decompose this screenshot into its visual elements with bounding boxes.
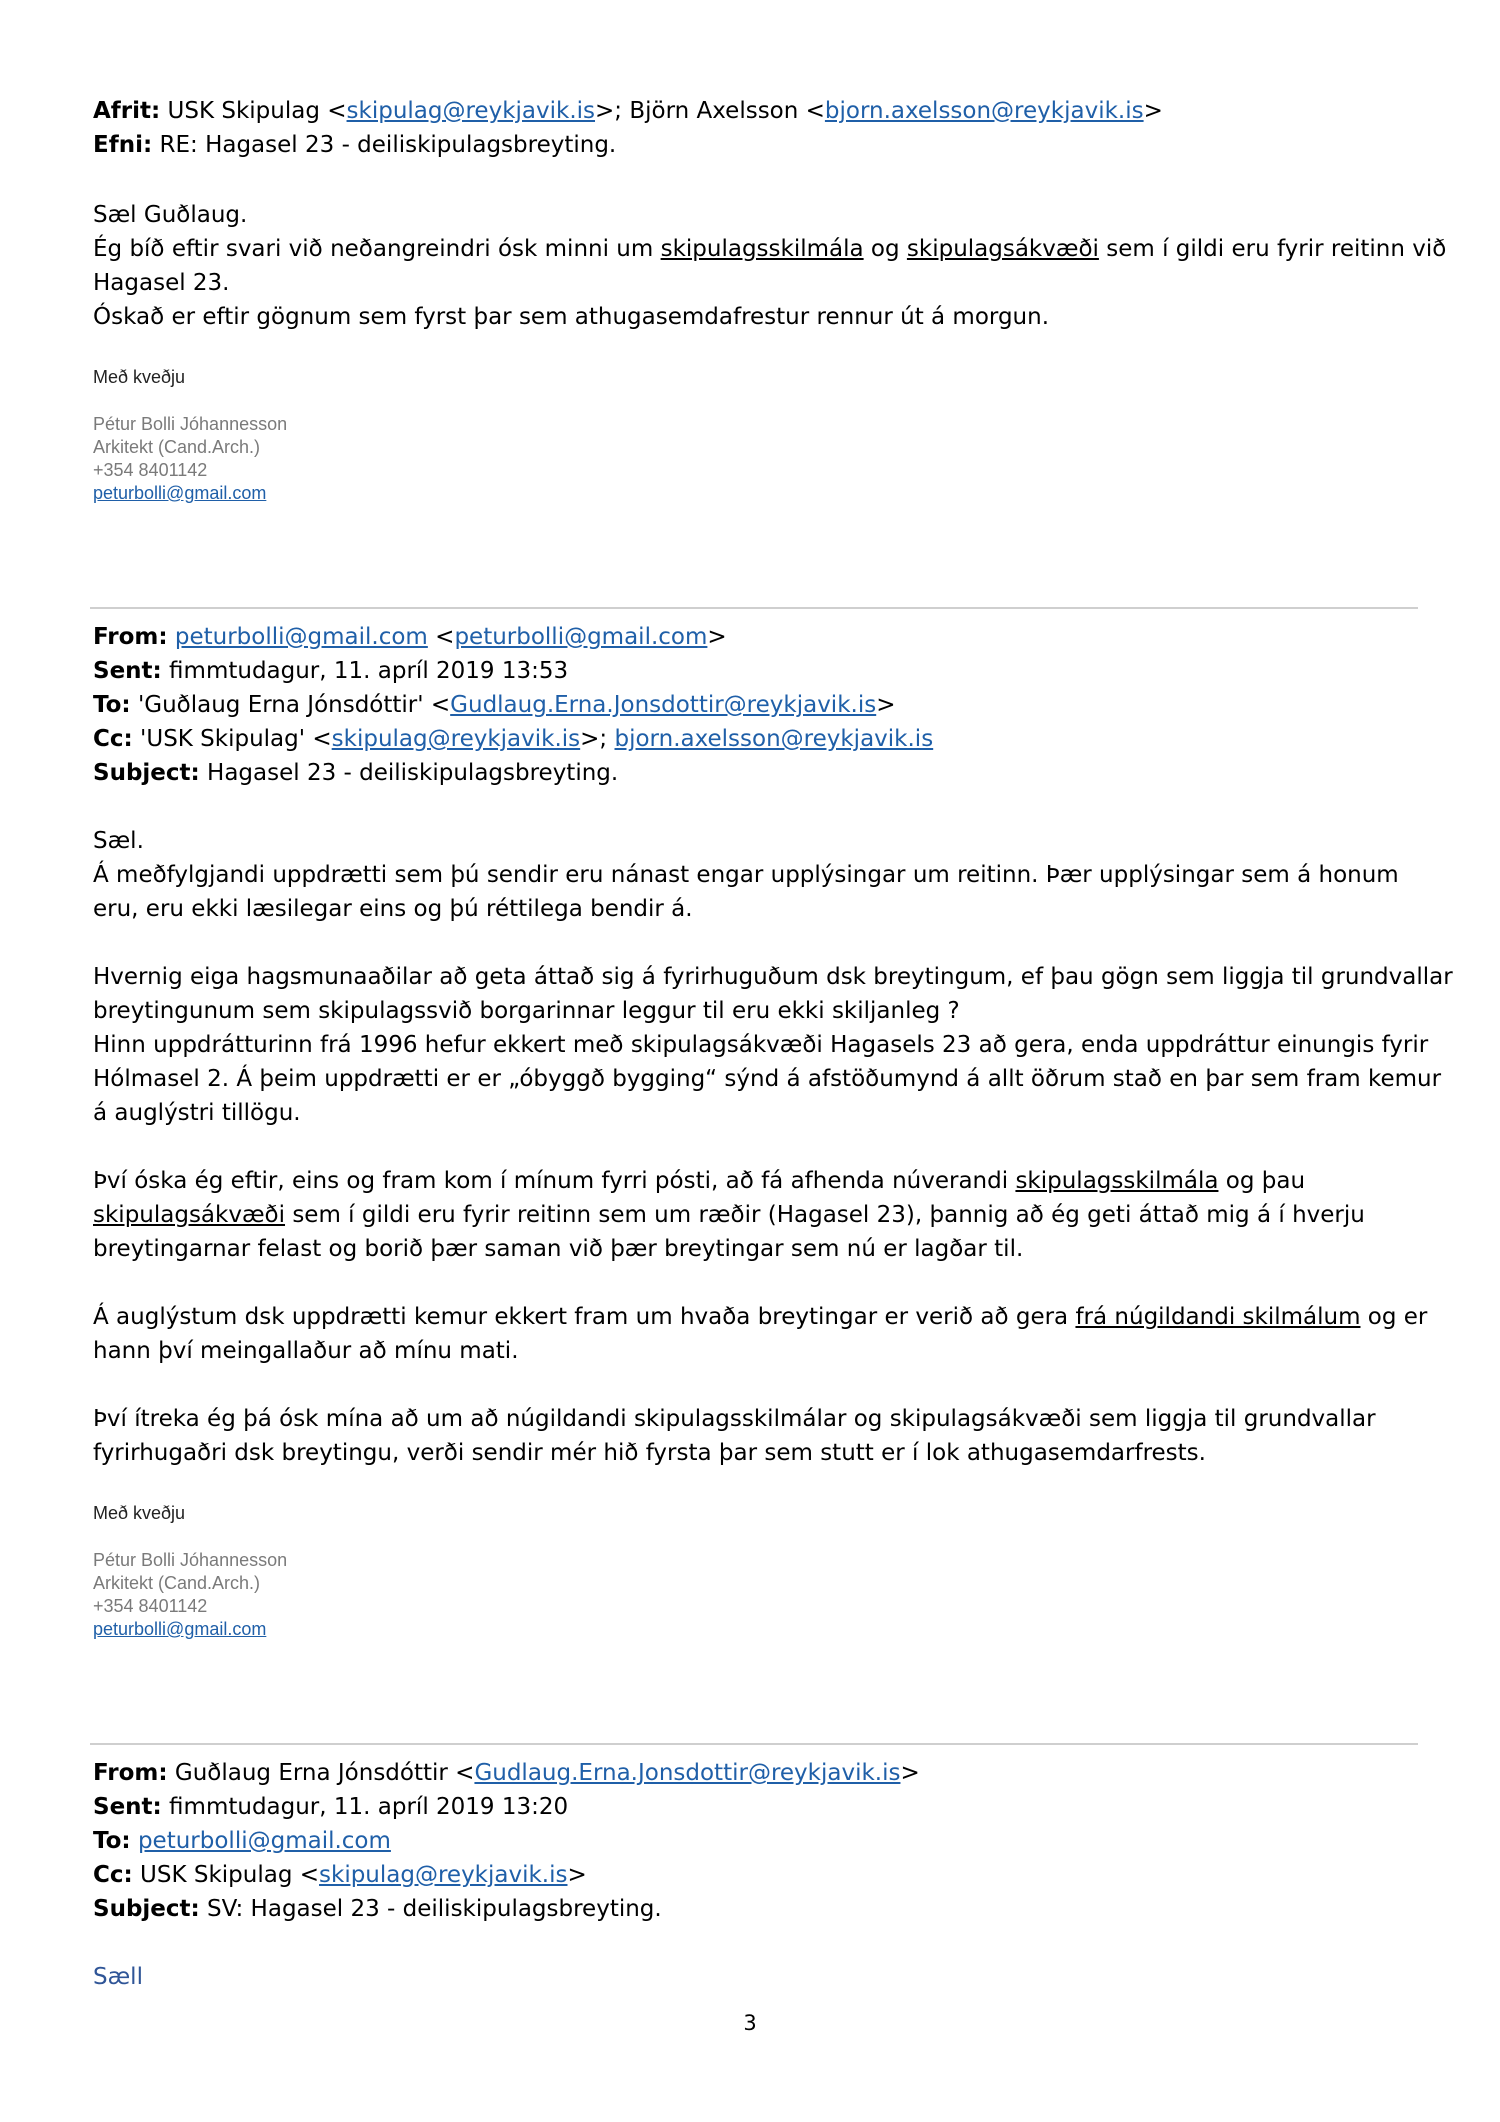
email2-p1-line-1: Á meðfylgjandi uppdrætti sem þú sendir eru nánast engar upplýsingar um reitinn. Þær upplýsingar sem á honum <box>93 862 1399 888</box>
email2-cc-label: Cc: <box>93 726 133 752</box>
email1-body-line-1 <box>93 232 1446 266</box>
signature1-closing: Með kveðju <box>93 367 186 387</box>
signature1-phone: +354 8401142 <box>93 460 208 480</box>
email2-from-end: > <box>707 624 727 650</box>
email1-l1-text-b: og <box>863 236 907 262</box>
email2-from-email2-link[interactable]: peturbolli@gmail.com <box>454 624 708 650</box>
email2-subject-label: Subject: <box>93 760 200 786</box>
email3-subject-value: SV: Hagasel 23 - deiliskipulagsbreyting. <box>207 1896 662 1922</box>
email2-subject-line <box>93 756 618 790</box>
email2-p4-l1-underline: frá núgildandi skilmálum <box>1075 1304 1361 1330</box>
signature2-name: Pétur Bolli Jóhannesson <box>93 1550 288 1570</box>
email3-greeting: Sæll <box>93 1964 143 1990</box>
email1-body-line-3: Óskað er eftir gögnum sem fyrst þar sem athugasemdafrestur rennur út á morgun. <box>93 304 1050 330</box>
signature2-closing: Með kveðju <box>93 1503 186 1523</box>
email3-sent-label: Sent: <box>93 1794 162 1820</box>
email3-from-end: > <box>900 1760 920 1786</box>
email2-p3-line-2 <box>93 1198 1365 1232</box>
email2-cc-email-link[interactable]: skipulag@reykjavik.is <box>331 726 581 752</box>
email2-greeting: Sæl. <box>93 828 144 854</box>
email3-from-line <box>93 1756 920 1790</box>
signature2-email-link[interactable]: peturbolli@gmail.com <box>93 1619 267 1639</box>
afrit-email-skipulag-link[interactable]: skipulag@reykjavik.is <box>346 98 596 124</box>
email3-subject-line <box>93 1892 662 1926</box>
email2-from-email-link[interactable]: peturbolli@gmail.com <box>174 624 428 650</box>
email1-greeting: Sæl Guðlaug. <box>93 202 248 228</box>
email2-p5-line-1: Því ítreka ég þá ósk mína að um að núgildandi skipulagsskilmálar og skipulagsákvæði sem liggja til grundvallar <box>93 1406 1376 1432</box>
email3-subject-label: Subject: <box>93 1896 200 1922</box>
afrit-label: Afrit: <box>93 98 161 124</box>
email2-p4-line-1 <box>93 1300 1427 1334</box>
email2-p3-l1-underline: skipulagsskilmála <box>1015 1168 1219 1194</box>
afrit-email-bjorn-link[interactable]: bjorn.axelsson@reykjavik.is <box>824 98 1144 124</box>
email2-to-end: > <box>876 692 896 718</box>
signature1-name: Pétur Bolli Jóhannesson <box>93 414 288 434</box>
email2-from-line <box>93 620 727 654</box>
email2-p2-line-5: á auglýstri tillögu. <box>93 1100 301 1126</box>
page-number: 3 <box>743 2011 757 2035</box>
email2-subject-value: Hagasel 23 - deiliskipulagsbreyting. <box>207 760 619 786</box>
email-divider-1 <box>90 607 1418 609</box>
email2-p4-line-2: hann því meingallaður að mínu mati. <box>93 1338 519 1364</box>
email2-cc-name: 'USK Skipulag' < <box>140 726 332 752</box>
signature1-email-link[interactable]: peturbolli@gmail.com <box>93 483 267 503</box>
email2-p4-l1-text-a: Á auglýstum dsk uppdrætti kemur ekkert fram um hvaða breytingar er verið að gera <box>93 1304 1076 1330</box>
email2-p4-l1-text-b: og er <box>1360 1304 1428 1330</box>
email2-p3-l1-text-a: Því óska ég eftir, eins og fram kom í mínum fyrri pósti, að fá afhenda núverandi <box>93 1168 1016 1194</box>
email1-l1-underline-akvaedi: skipulagsákvæði <box>906 236 1099 262</box>
email2-p3-l1-text-b: og þau <box>1218 1168 1306 1194</box>
afrit-line <box>93 94 1163 128</box>
email2-p3-l2-text-b: sem í gildi eru fyrir reitinn sem um ræðir (Hagasel 23), þannig að ég geti áttað mig á í hverju <box>285 1202 1365 1228</box>
email2-from-label: From: <box>93 624 168 650</box>
efni-line <box>93 128 616 162</box>
email3-to-label: To: <box>93 1828 131 1854</box>
email2-cc-sep: >; <box>580 726 615 752</box>
email3-cc-label: Cc: <box>93 1862 133 1888</box>
email1-l1-text-a: Ég bíð eftir svari við neðangreindri ósk minni um <box>93 236 661 262</box>
email2-p2-line-4: Hólmasel 2. Á þeim uppdrætti er er „óbyggð bygging“ sýnd á afstöðumynd á allt öðrum stað en þar sem fram kemur <box>93 1066 1442 1092</box>
email2-sent-value: fimmtudagur, 11. apríl 2019 13:53 <box>169 658 569 684</box>
signature1-title: Arkitekt (Cand.Arch.) <box>93 437 261 457</box>
email2-to-label: To: <box>93 692 131 718</box>
email2-sent-label: Sent: <box>93 658 162 684</box>
email1-l1-underline-skilmala: skipulagsskilmála <box>660 236 864 262</box>
email2-p3-line-1 <box>93 1164 1305 1198</box>
email2-cc-line <box>93 722 933 756</box>
email3-sent-line <box>93 1790 568 1824</box>
email2-to-line <box>93 688 895 722</box>
email2-p2-line-3: Hinn uppdrátturinn frá 1996 hefur ekkert með skipulagsákvæði Hagasels 23 að gera, enda uppdráttur einungis fyrir <box>93 1032 1429 1058</box>
email3-cc-email-link[interactable]: skipulag@reykjavik.is <box>319 1862 568 1888</box>
email3-from-email-link[interactable]: Gudlaug.Erna.Jonsdottir@reykjavik.is <box>474 1760 901 1786</box>
email2-p2-line-1: Hvernig eiga hagsmunaaðilar að geta áttað sig á fyrirhuguðum dsk breytingum, ef þau gögn sem liggja til grundvallar <box>93 964 1453 990</box>
afrit-name1: USK Skipulag < <box>167 98 347 124</box>
email2-cc-email2-link[interactable]: bjorn.axelsson@reykjavik.is <box>614 726 934 752</box>
email3-from-name: Guðlaug Erna Jónsdóttir < <box>174 1760 475 1786</box>
afrit-separator: >; Björn Axelsson < <box>595 98 825 124</box>
email2-p3-l2-underline: skipulagsákvæði <box>93 1202 286 1228</box>
email-divider-2 <box>90 1743 1418 1745</box>
email2-to-email-link[interactable]: Gudlaug.Erna.Jonsdottir@reykjavik.is <box>450 692 877 718</box>
email3-cc-name: USK Skipulag < <box>140 1862 320 1888</box>
email2-p3-line-3: breytingarnar felast og borið þær saman við þær breytingar sem nú er lagðar til. <box>93 1236 1024 1262</box>
email2-to-name: 'Guðlaug Erna Jónsdóttir' < <box>137 692 451 718</box>
afrit-end: > <box>1143 98 1163 124</box>
efni-label: Efni: <box>93 132 153 158</box>
email3-to-email-link[interactable]: peturbolli@gmail.com <box>137 1828 391 1854</box>
signature2-title: Arkitekt (Cand.Arch.) <box>93 1573 261 1593</box>
email1-l1-text-c: sem í gildi eru fyrir reitinn við <box>1098 236 1447 262</box>
email2-p5-line-2: fyrirhugaðri dsk breytingu, verði sendir mér hið fyrsta þar sem stutt er í lok athugasemdarfrests. <box>93 1440 1206 1466</box>
email3-cc-end: > <box>567 1862 587 1888</box>
email2-from-mid: < <box>427 624 455 650</box>
email3-cc-line <box>93 1858 587 1892</box>
email1-body-line-2: Hagasel 23. <box>93 270 230 296</box>
email3-sent-value: fimmtudagur, 11. apríl 2019 13:20 <box>169 1794 569 1820</box>
email3-from-label: From: <box>93 1760 168 1786</box>
signature2-phone: +354 8401142 <box>93 1596 208 1616</box>
efni-value: RE: Hagasel 23 - deiliskipulagsbreyting. <box>159 132 617 158</box>
email3-to-line <box>93 1824 391 1858</box>
email2-sent-line <box>93 654 568 688</box>
email2-p2-line-2: breytingunum sem skipulagssvið borgarinnar leggur til eru ekki skiljanleg ? <box>93 998 960 1024</box>
email2-p1-line-2: eru, eru ekki læsilegar eins og þú réttilega bendir á. <box>93 896 693 922</box>
